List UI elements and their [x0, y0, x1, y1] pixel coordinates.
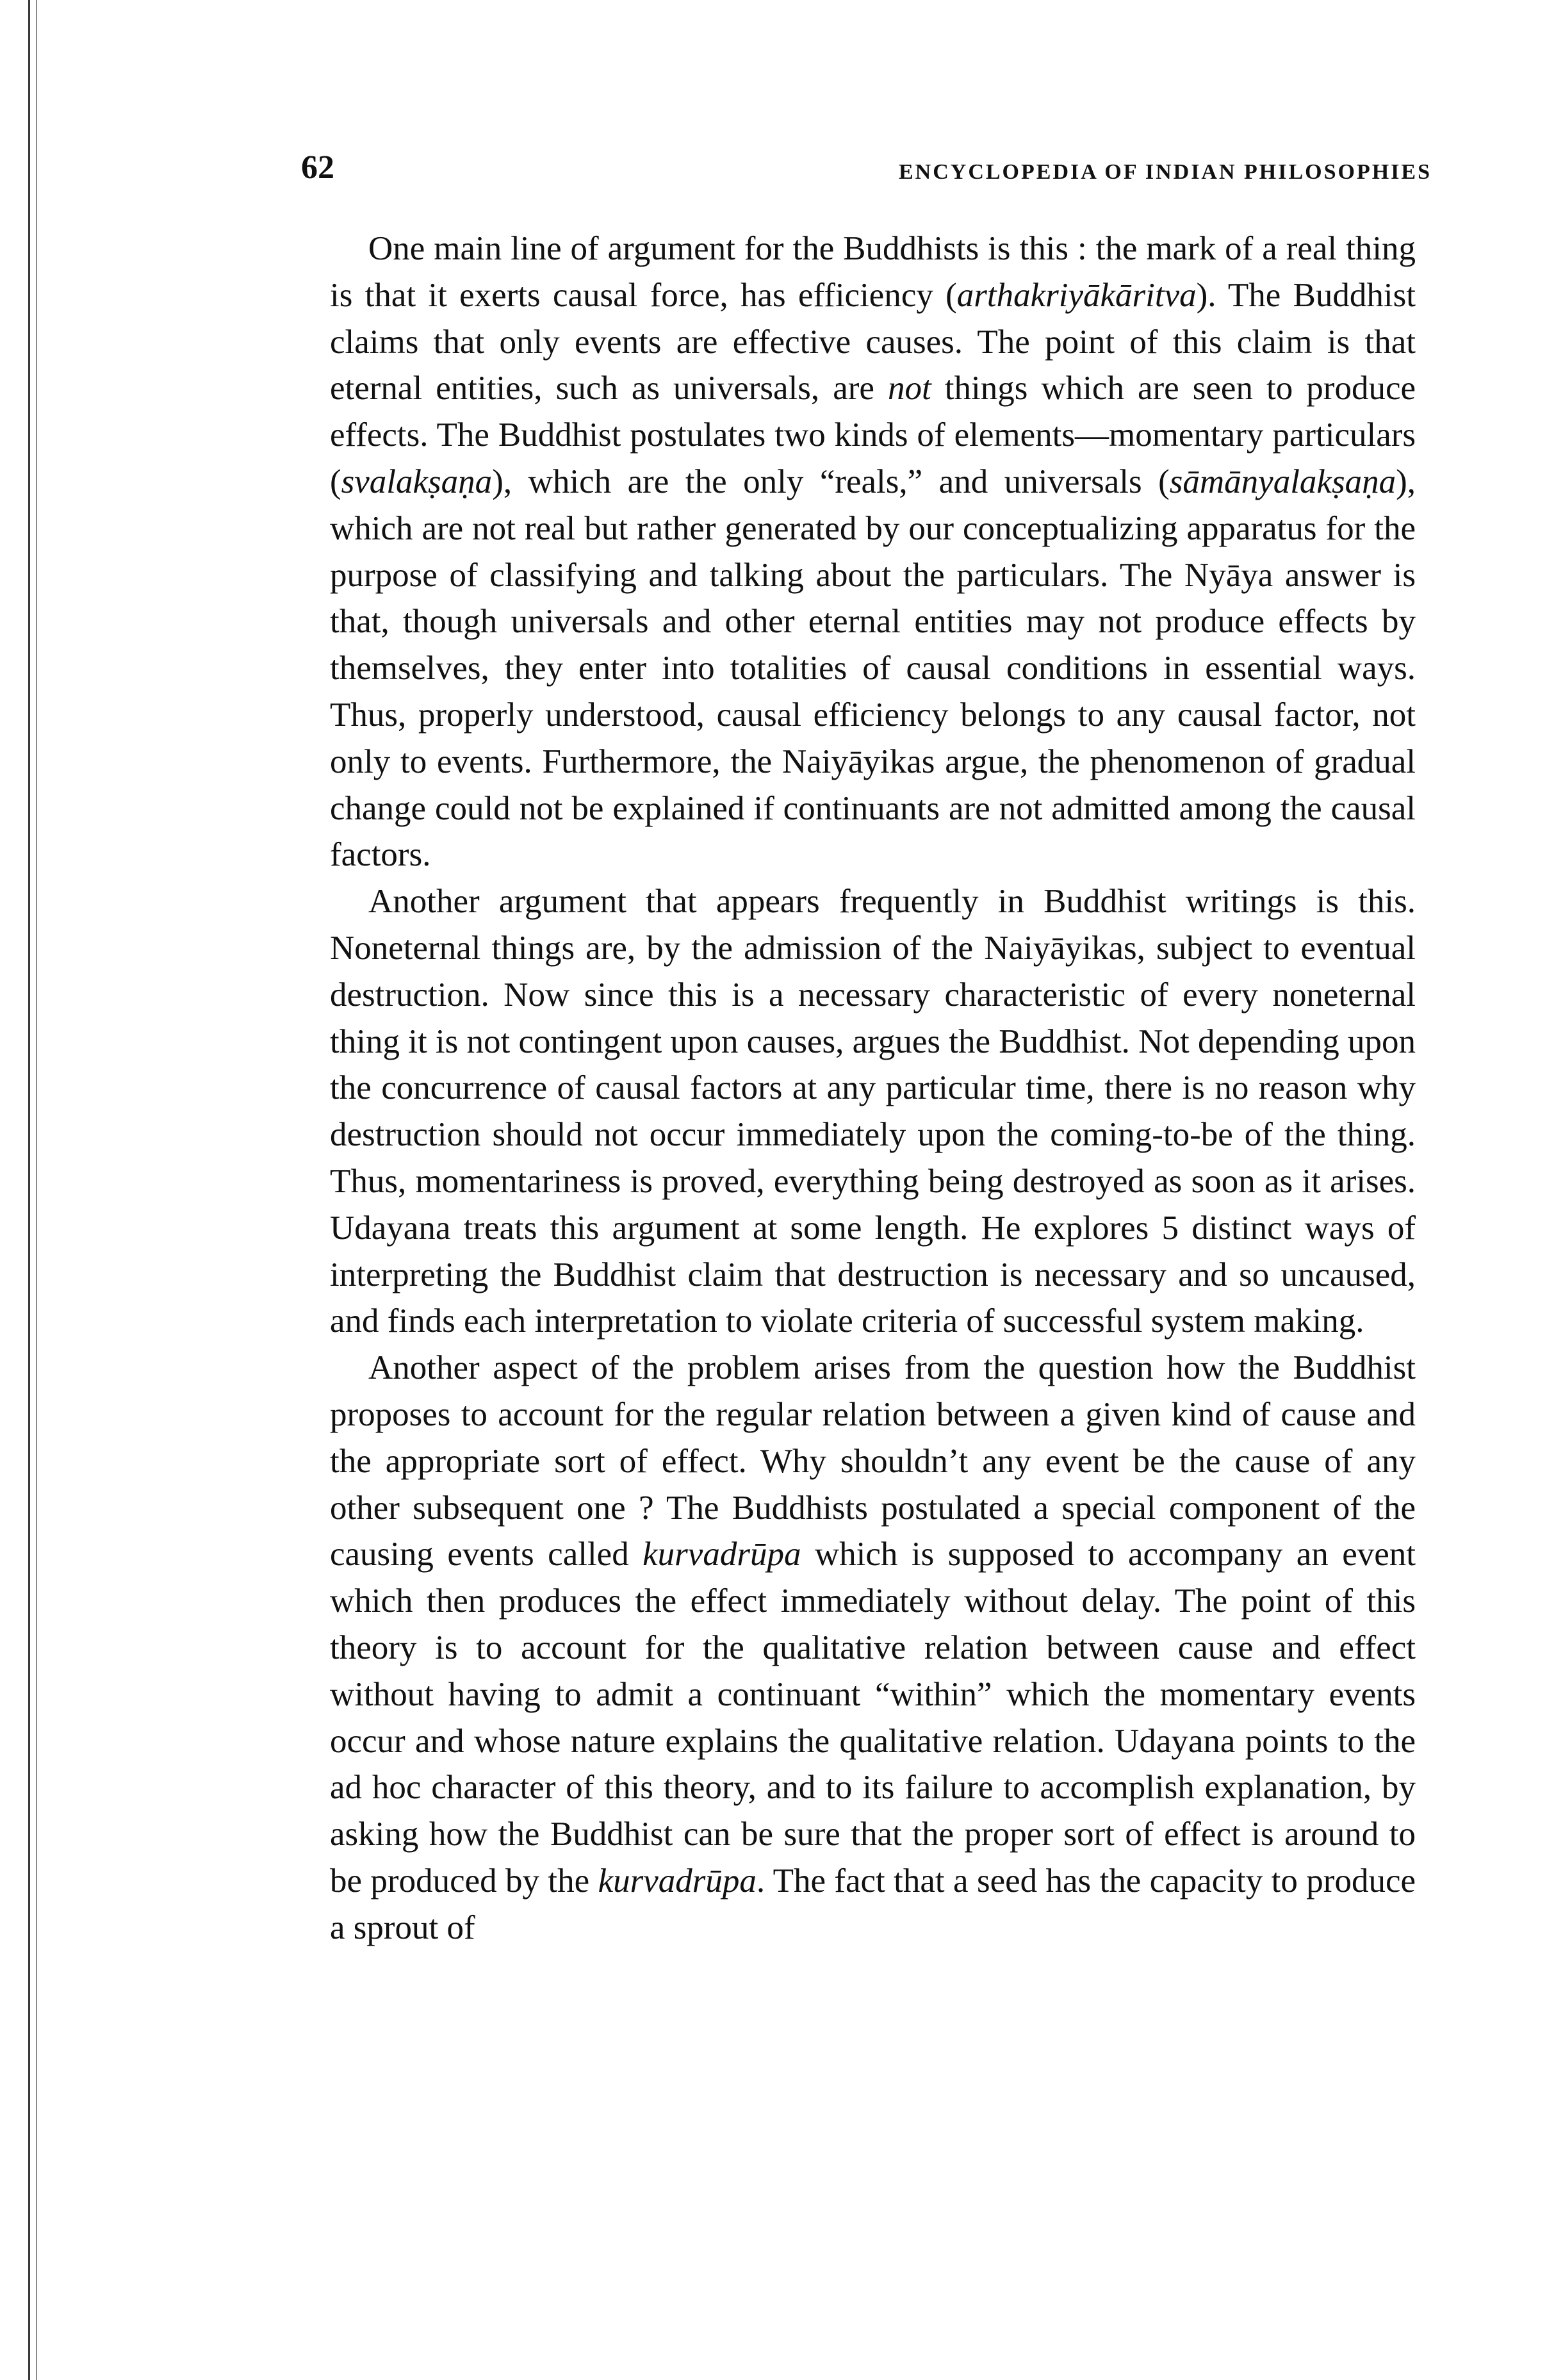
body-text	[330, 226, 1416, 1951]
paragraph	[330, 226, 1416, 878]
page-number: 62	[301, 149, 334, 186]
italic-term: not	[888, 370, 931, 407]
text-run: things which are seen to produce effects. The Buddhist postulates two kinds of elements—momentary particulars (	[330, 370, 1416, 500]
text-run: Another aspect of the problem arises from the question how the Buddhist proposes to account for the regular relation between a given kind of cause and the appropriate sort of effect. Why shouldn’t any event be the cause of any other subsequent one ? The Buddhists postulated a special component of the causing events called	[330, 1349, 1416, 1573]
paragraph	[330, 878, 1416, 1345]
running-title: ENCYCLOPEDIA OF INDIAN PHILOSOPHIES	[898, 160, 1432, 184]
italic-term: kurvadrūpa	[642, 1536, 801, 1573]
running-header	[301, 149, 1432, 193]
page-edge-binding-line	[28, 0, 30, 2380]
paragraph	[330, 1345, 1416, 1951]
text-run: ), which are the only “reals,” and universals (	[492, 463, 1170, 500]
italic-term: svalakṣaṇa	[341, 463, 493, 500]
text-run: One main line of argument for the Buddhists is this : the mark of a real thing is that it exerts causal force, has efficiency (	[330, 230, 1416, 314]
text-run: . The fact that a seed has the capacity to produce a sprout of	[330, 1862, 1416, 1946]
italic-term: arthakriyākāritva	[956, 276, 1197, 314]
text-run: ). The Buddhist claims that only events are effective causes. The point of this claim is that eternal entities, such as universals, are	[330, 276, 1416, 407]
italic-term: kurvadrūpa	[598, 1862, 757, 1900]
page-edge-binding-line-inner	[36, 0, 37, 2380]
italic-term: sāmānyalakṣaṇa	[1169, 463, 1396, 500]
text-run: which is supposed to accompany an event which then produces the effect immediately without delay. The point of this theory is to account for the qualitative relation between cause and effect without having to admit a continuant “within” which the momentary events occur and whose nature explains the qualitative relation. Udayana points to the ad hoc character of this theory, and to its failure to accomplish explanation, by asking how the Buddhist can be sure that the proper sort of effect is around to be produced by the	[330, 1536, 1416, 1900]
text-run: ), which are not real but rather generated by our conceptualizing apparatus for the purpose of classifying and talking about the particulars. The Nyāya answer is that, though universals and other eternal entities may not produce effects by themselves, they enter into totalities of causal conditions in essential ways. Thus, properly understood, causal efficiency belongs to any causal factor, not only to events. Furthermore, the Naiyāyikas argue, the phenomenon of gradual change could not be explained if continuants are not admitted among the causal factors.	[330, 463, 1416, 874]
text-run: Another argument that appears frequently in Buddhist writings is this. Noneternal things are, by the admission of the Naiyāyikas, subject to eventual destruction. Now since this is a necessary characteristic of every noneternal thing it is not contingent upon causes, argues the Buddhist. Not depending upon the concurrence of causal factors at any particular time, there is no reason why destruction should not occur immediately upon the coming-to-be of the thing. Thus, momentariness is proved, everything being destroyed as soon as it arises. Udayana treats this argument at some length. He explores 5 distinct ways of interpreting the Buddhist claim that destruction is necessary and so uncaused, and finds each interpretation to violate criteria of successful system making.	[330, 883, 1416, 1340]
